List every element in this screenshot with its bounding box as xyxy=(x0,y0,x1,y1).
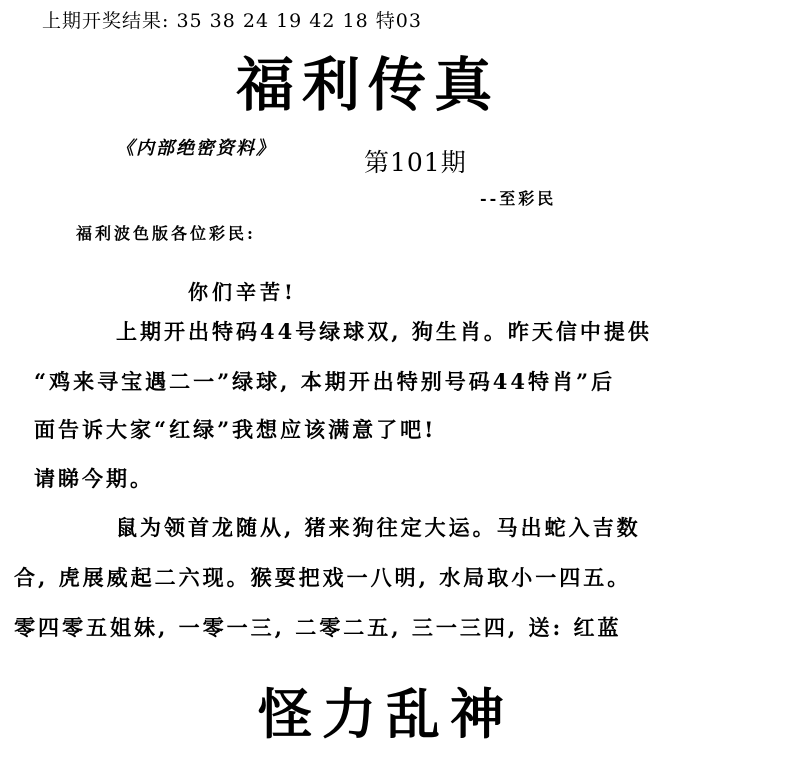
greeting: 福利波色版各位彩民: xyxy=(76,224,256,243)
body-line: 上期开出特码44号绿球双, 狗生肖。昨天信中提供 xyxy=(116,319,652,344)
signature: --至彩民 xyxy=(480,189,557,208)
subtitle: 《内部绝密资料》 xyxy=(116,138,276,159)
last-draw-result: 上期开奖结果: 35 38 24 19 42 18 特03 xyxy=(42,10,422,32)
body-line: “鸡来寻宝遇二一”绿球, 本期开出特别号码44特肖”后 xyxy=(34,369,616,394)
body-line: 零四零五姐妹, 一零一三, 二零二五, 三一三四, 送: 红蓝 xyxy=(14,615,622,640)
body-line: 请睇今期。 xyxy=(34,466,154,491)
footer-title: 怪力乱神 xyxy=(258,682,514,746)
page-title: 福利传真 xyxy=(236,51,501,119)
body-line: 面告诉大家“红绿”我想应该满意了吧! xyxy=(34,417,437,442)
salutation: 你们辛苦! xyxy=(188,280,297,304)
issue-number: 第101期 xyxy=(364,148,467,177)
body-line: 合, 虎展威起二六现。猴耍把戏一八明, 水局取小一四五。 xyxy=(14,565,632,590)
body-line: 鼠为领首龙随从, 猪来狗往定大运。马出蛇入吉数 xyxy=(116,515,641,540)
